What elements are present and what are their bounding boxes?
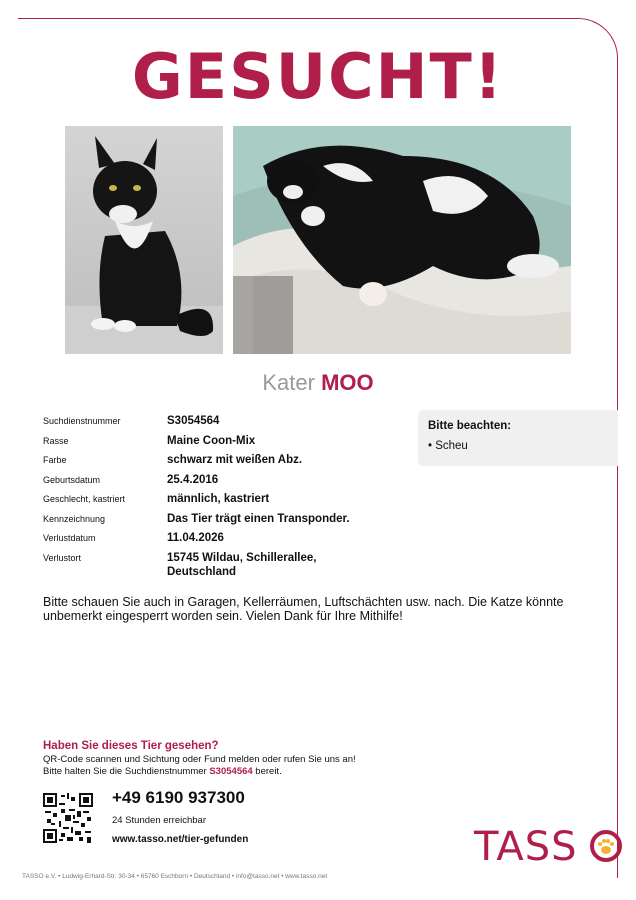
footer-address: TASSO e.V. • Ludwig-Erhard-Str. 30-34 • 65760 Eschborn • Deutschland • info@tasso.net • www.tasso.net (22, 873, 328, 880)
fact-label: Suchdienstnummer (43, 416, 121, 426)
cat-photo-lying (233, 126, 571, 354)
fact-label: Kennzeichnung (43, 513, 106, 524)
fact-value: 15745 Wildau, Schillerallee, (167, 551, 317, 564)
headline: GESUCHT! (131, 40, 505, 113)
animal-name: MOO (321, 370, 374, 395)
fact-label: Rasse (43, 435, 69, 446)
fact-label: Farbe (43, 455, 67, 465)
facts-table (43, 414, 393, 579)
fact-label: Geschlecht, kastriert (43, 494, 126, 504)
fact-row (43, 434, 393, 454)
fact-value: 25.4.2016 (167, 473, 219, 486)
reference-text: Bitte halten Sie die Suchdienstnummer (43, 766, 210, 777)
fact-value: S3054564 (167, 415, 220, 427)
fact-value: 11.04.2026 (167, 532, 224, 544)
notice-title: Bitte beachten: (428, 420, 512, 432)
report-link[interactable]: www.tasso.net/tier-gefunden (112, 834, 249, 845)
contact-instruction: QR-Code scannen und Sichtung oder Fund melden oder rufen Sie uns an! (43, 754, 356, 765)
phone-number[interactable]: +49 6190 937300 (112, 788, 245, 807)
availability: 24 Stunden erreichbar (112, 815, 207, 826)
contact-reference (43, 766, 282, 777)
animal-type: Kater (262, 370, 315, 395)
tasso-logo (474, 824, 577, 874)
fact-value: schwarz mit weißen Abz. (167, 454, 303, 466)
reference-code: S3054564 (209, 766, 253, 777)
cat-title (0, 370, 636, 396)
notice-item: • Scheu (428, 440, 468, 452)
notice-box (418, 410, 618, 466)
fact-row (43, 551, 393, 579)
fact-label: Verlustdatum (43, 533, 96, 543)
fact-value: Maine Coon-Mix (167, 434, 256, 447)
logo-text: TASS (474, 824, 578, 870)
reference-text-end: bereit. (252, 766, 282, 777)
contact-heading: Haben Sie dieses Tier gesehen? (43, 740, 219, 752)
qr-code-icon[interactable] (43, 793, 93, 843)
fact-row (43, 453, 393, 473)
search-note (43, 596, 583, 623)
fact-row (43, 473, 393, 493)
fact-value: männlich, kastriert (167, 493, 270, 505)
paw-o-icon (589, 829, 623, 863)
fact-label: Verlustort (43, 552, 82, 563)
note-line: unbemerkt eingesperrt worden sein. Vielen Dank für Ihre Mithilfe! (43, 608, 403, 623)
fact-row (43, 512, 393, 532)
fact-row (43, 414, 393, 434)
cat-photo-sitting (65, 126, 223, 354)
fact-label: Geburtsdatum (43, 474, 101, 485)
fact-value-continued: Deutschland (167, 565, 237, 578)
fact-row (43, 531, 393, 551)
note-line: Bitte schauen Sie auch in Garagen, Kellerräumen, Luftschächten usw. nach. Die Katze könnte (43, 595, 564, 609)
fact-value: Das Tier trägt einen Transponder. (167, 512, 350, 525)
fact-row (43, 492, 393, 512)
